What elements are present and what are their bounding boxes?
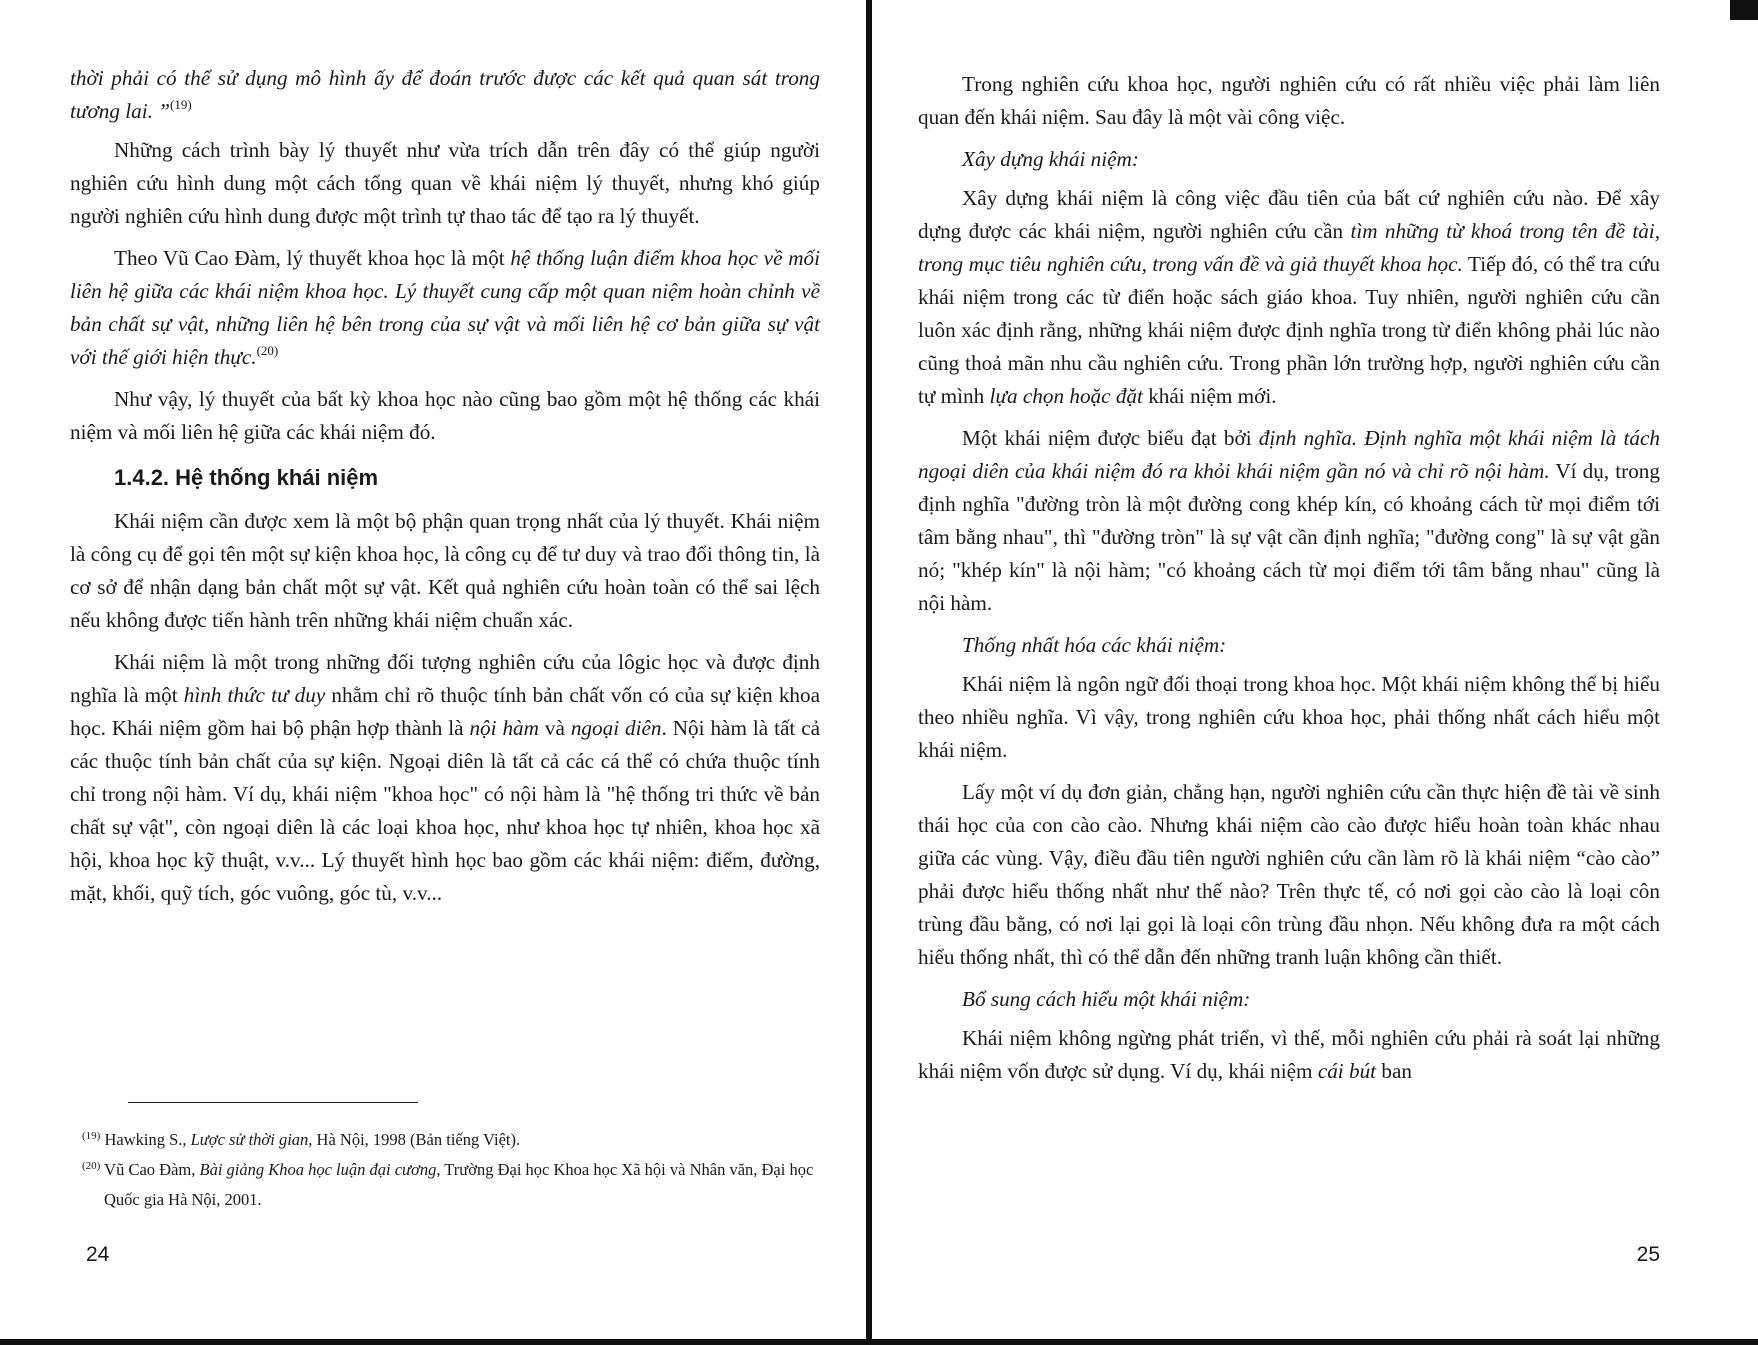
text-run: Vũ Cao Đàm, — [104, 1160, 200, 1179]
paragraph — [918, 182, 1660, 413]
text-run: Xây dựng khái niệm là công việc đầu tiên của bất cứ nghiên cứu nào. Để xây dựng được các khái niệm, người nghiên cứu cần — [918, 186, 1660, 243]
footnote-number: (19) — [82, 1130, 101, 1142]
footnote — [82, 1125, 822, 1155]
text-run: ban — [1376, 1059, 1412, 1083]
text-run: Theo Vũ Cao Đàm, lý thuyết khoa học là một — [114, 246, 511, 270]
italic-text: hệ thống luận điểm khoa học về mối liên hệ giữa các khái niệm khoa học. Lý thuyết cung cấp một quan niệm hoàn chỉnh về bản chất sự vật, những liên hệ bên trong của sự vật và mối liên hệ cơ bản giữa sự vật với thế giới hiện thực. — [70, 246, 821, 369]
footnote-number: (20) — [82, 1160, 101, 1172]
italic-text: Lược sử thời gian — [190, 1130, 309, 1149]
footnote — [82, 1155, 822, 1215]
text-run: Khái niệm cần được xem là một bộ phận quan trọng nhất của lý thuyết. Khái niệm là công cụ để gọi tên một sự kiện khoa học, là công cụ để tư duy và trao đổi thông tin, là cơ sở để nhận dạng bản chất một sự vật. Kết quả nghiên cứu hoàn toàn có thể sai lệch nếu không được tiến hành trên những khái niệm chuẩn xác. — [70, 509, 820, 632]
text-run: nhằm chỉ rõ thuộc tính bản chất vốn có của sự kiện khoa học. Khái niệm gồm hai bộ phận hợp thành là — [70, 683, 820, 740]
footnote-ref: (20) — [256, 343, 279, 358]
subheading — [918, 983, 1660, 1016]
text-run: Ví dụ, trong định nghĩa "đường tròn là một đường cong khép kín, có khoảng cách từ mọi điểm tới tâm bằng nhau", thì "đường tròn" là sự vật cần định nghĩa; "đường cong" là sự vật gần nó; "khép kín" là nội hàm; "có khoảng cách từ mọi điểm tới tâm bằng nhau" cũng là nội hàm. — [918, 459, 1660, 615]
text-run: , Trường Đại học Khoa học Xã hội và Nhân văn, Đại học Quốc gia Hà Nội, 2001. — [104, 1160, 814, 1209]
left-paragraphs-after — [70, 505, 820, 910]
paragraph — [70, 646, 820, 910]
italic-text: hình thức tư duy — [183, 683, 326, 707]
right-page-body — [918, 68, 1660, 1097]
italic-text: tìm những từ khoá trong tên đề tài, trong mục tiêu nghiên cứu, trong vấn đề và giả thuyết khoa học. — [918, 219, 1660, 276]
text-run: Khái niệm không ngừng phát triển, vì thế, mỗi nghiên cứu phải rà soát lại những khái niệm vốn được sử dụng. Ví dụ, khái niệm — [918, 1026, 1660, 1083]
text-run: Những cách trình bày lý thuyết như vừa trích dẫn trên đây có thể giúp người nghiên cứu hình dung một cách tổng quan về khái niệm lý thuyết, nhưng khó giúp người nghiên cứu hình dung được một trình tự thao tác để tạo ra lý thuyết. — [70, 138, 820, 228]
text-run: Như vậy, lý thuyết của bất kỳ khoa học nào cũng bao gồm một hệ thống các khái niệm và mối liên hệ giữa các khái niệm đó. — [70, 387, 820, 444]
paragraph — [70, 62, 820, 128]
italic-text: Bài giảng Khoa học luận đại cương — [199, 1160, 437, 1179]
text-run: Khái niệm là ngôn ngữ đối thoại trong khoa học. Một khái niệm không thể bị hiểu theo nhiều nghĩa. Vì vậy, trong nghiên cứu khoa học, phải thống nhất cách hiểu một khái niệm. — [918, 672, 1660, 762]
footnote-ref: (19) — [169, 97, 192, 112]
book-gutter — [866, 0, 872, 1345]
footnotes — [82, 1125, 822, 1215]
page-number-right: 25 — [1636, 1243, 1660, 1266]
paragraph — [918, 1022, 1660, 1088]
scan-edge — [1730, 0, 1758, 20]
left-paragraphs — [70, 62, 820, 449]
right-page — [918, 0, 1660, 1345]
paragraph — [70, 242, 820, 374]
text-run: Hawking S., — [104, 1130, 191, 1149]
paragraph — [70, 505, 820, 637]
text-run: Trong nghiên cứu khoa học, người nghiên cứu có rất nhiều việc phải làm liên quan đến khái niệm. Sau đây là một vài công việc. — [918, 72, 1660, 129]
text-run: Tiếp đó, có thể tra cứu khái niệm trong các từ điển hoặc sách giáo khoa. Tuy nhiên, người nghiên cứu cần luôn xác định rằng, những khái niệm được định nghĩa trong từ điển không phải lúc nào cũng thoả mãn nhu cầu nghiên cứu. Trong phần lớn trường hợp, người nghiên cứu cần tự mình — [918, 252, 1660, 408]
paragraph — [918, 668, 1660, 767]
paragraph — [70, 383, 820, 449]
italic-text: ngoại diên — [570, 716, 662, 740]
footnote-separator — [128, 1102, 418, 1103]
section-heading: 1.4.2. Hệ thống khái niệm — [114, 465, 379, 490]
page-number-left: 24 — [86, 1243, 110, 1266]
subheading — [918, 143, 1660, 176]
subheading — [918, 629, 1660, 662]
italic-text: cái bút — [1317, 1059, 1377, 1083]
left-page — [70, 0, 820, 1345]
paragraph — [70, 134, 820, 233]
text-run: khái niệm mới. — [1142, 384, 1277, 408]
text-run: Khái niệm là một trong những đối tượng nghiên cứu của lôgic học và được định nghĩa là một — [70, 650, 820, 707]
text-run: , Hà Nội, 1998 (Bản tiếng Việt). — [308, 1130, 521, 1149]
italic-text: Xây dựng khái niệm: — [962, 147, 1139, 171]
paragraph — [918, 776, 1660, 974]
paragraph — [918, 422, 1660, 620]
italic-text: Bổ sung cách hiểu một khái niệm: — [962, 987, 1251, 1011]
text-run: Lấy một ví dụ đơn giản, chẳng hạn, người nghiên cứu cần thực hiện đề tài về sinh thái học của con cào cào. Nhưng khái niệm cào cào được hiểu hoàn toàn khác nhau giữa các vùng. Vậy, điều đầu tiên người nghiên cứu cần làm rõ là khái niệm “cào cào” phải được hiểu thống nhất như thế nào? Trên thực tế, có nơi gọi cào cào là loại côn trùng đầu bằng, có nơi lại gọi là loại côn trùng đầu nhọn. Nếu không đưa ra một cách hiểu thống nhất, thì có thể dẫn đến những tranh luận không cần thiết. — [918, 780, 1660, 969]
text-run: Một khái niệm được biểu đạt bởi — [962, 426, 1259, 450]
italic-text: thời phải có thể sử dụng mô hình ấy để đoán trước được các kết quả quan sát trong tương lai. ” — [70, 66, 820, 123]
italic-text: định nghĩa. Định nghĩa một khái niệm là tách ngoại diên của khái niệm đó ra khỏi khái niệm gần nó và chỉ rõ nội hàm. — [918, 426, 1660, 483]
left-page-body — [70, 62, 820, 919]
text-run: và — [538, 716, 571, 740]
italic-text: nội hàm — [469, 716, 539, 740]
paragraph — [918, 68, 1660, 134]
italic-text: Thống nhất hóa các khái niệm: — [962, 633, 1227, 657]
text-run: . Nội hàm là tất cả các thuộc tính bản chất của sự kiện. Ngoại diên là tất cả các cá thể có chứa thuộc tính chỉ trong nội hàm. Ví dụ, khái niệm "khoa học" có nội hàm là "hệ thống tri thức về bản chất sự vật", còn ngoại diên là các loại khoa học, như khoa học tự nhiên, khoa học xã hội, khoa học kỹ thuật, v.v... Lý thuyết hình học bao gồm các khái niệm: điểm, đường, mặt, khối, quỹ tích, góc vuông, góc tù, v.v... — [70, 716, 821, 905]
italic-text: lựa chọn hoặc đặt — [989, 384, 1143, 408]
